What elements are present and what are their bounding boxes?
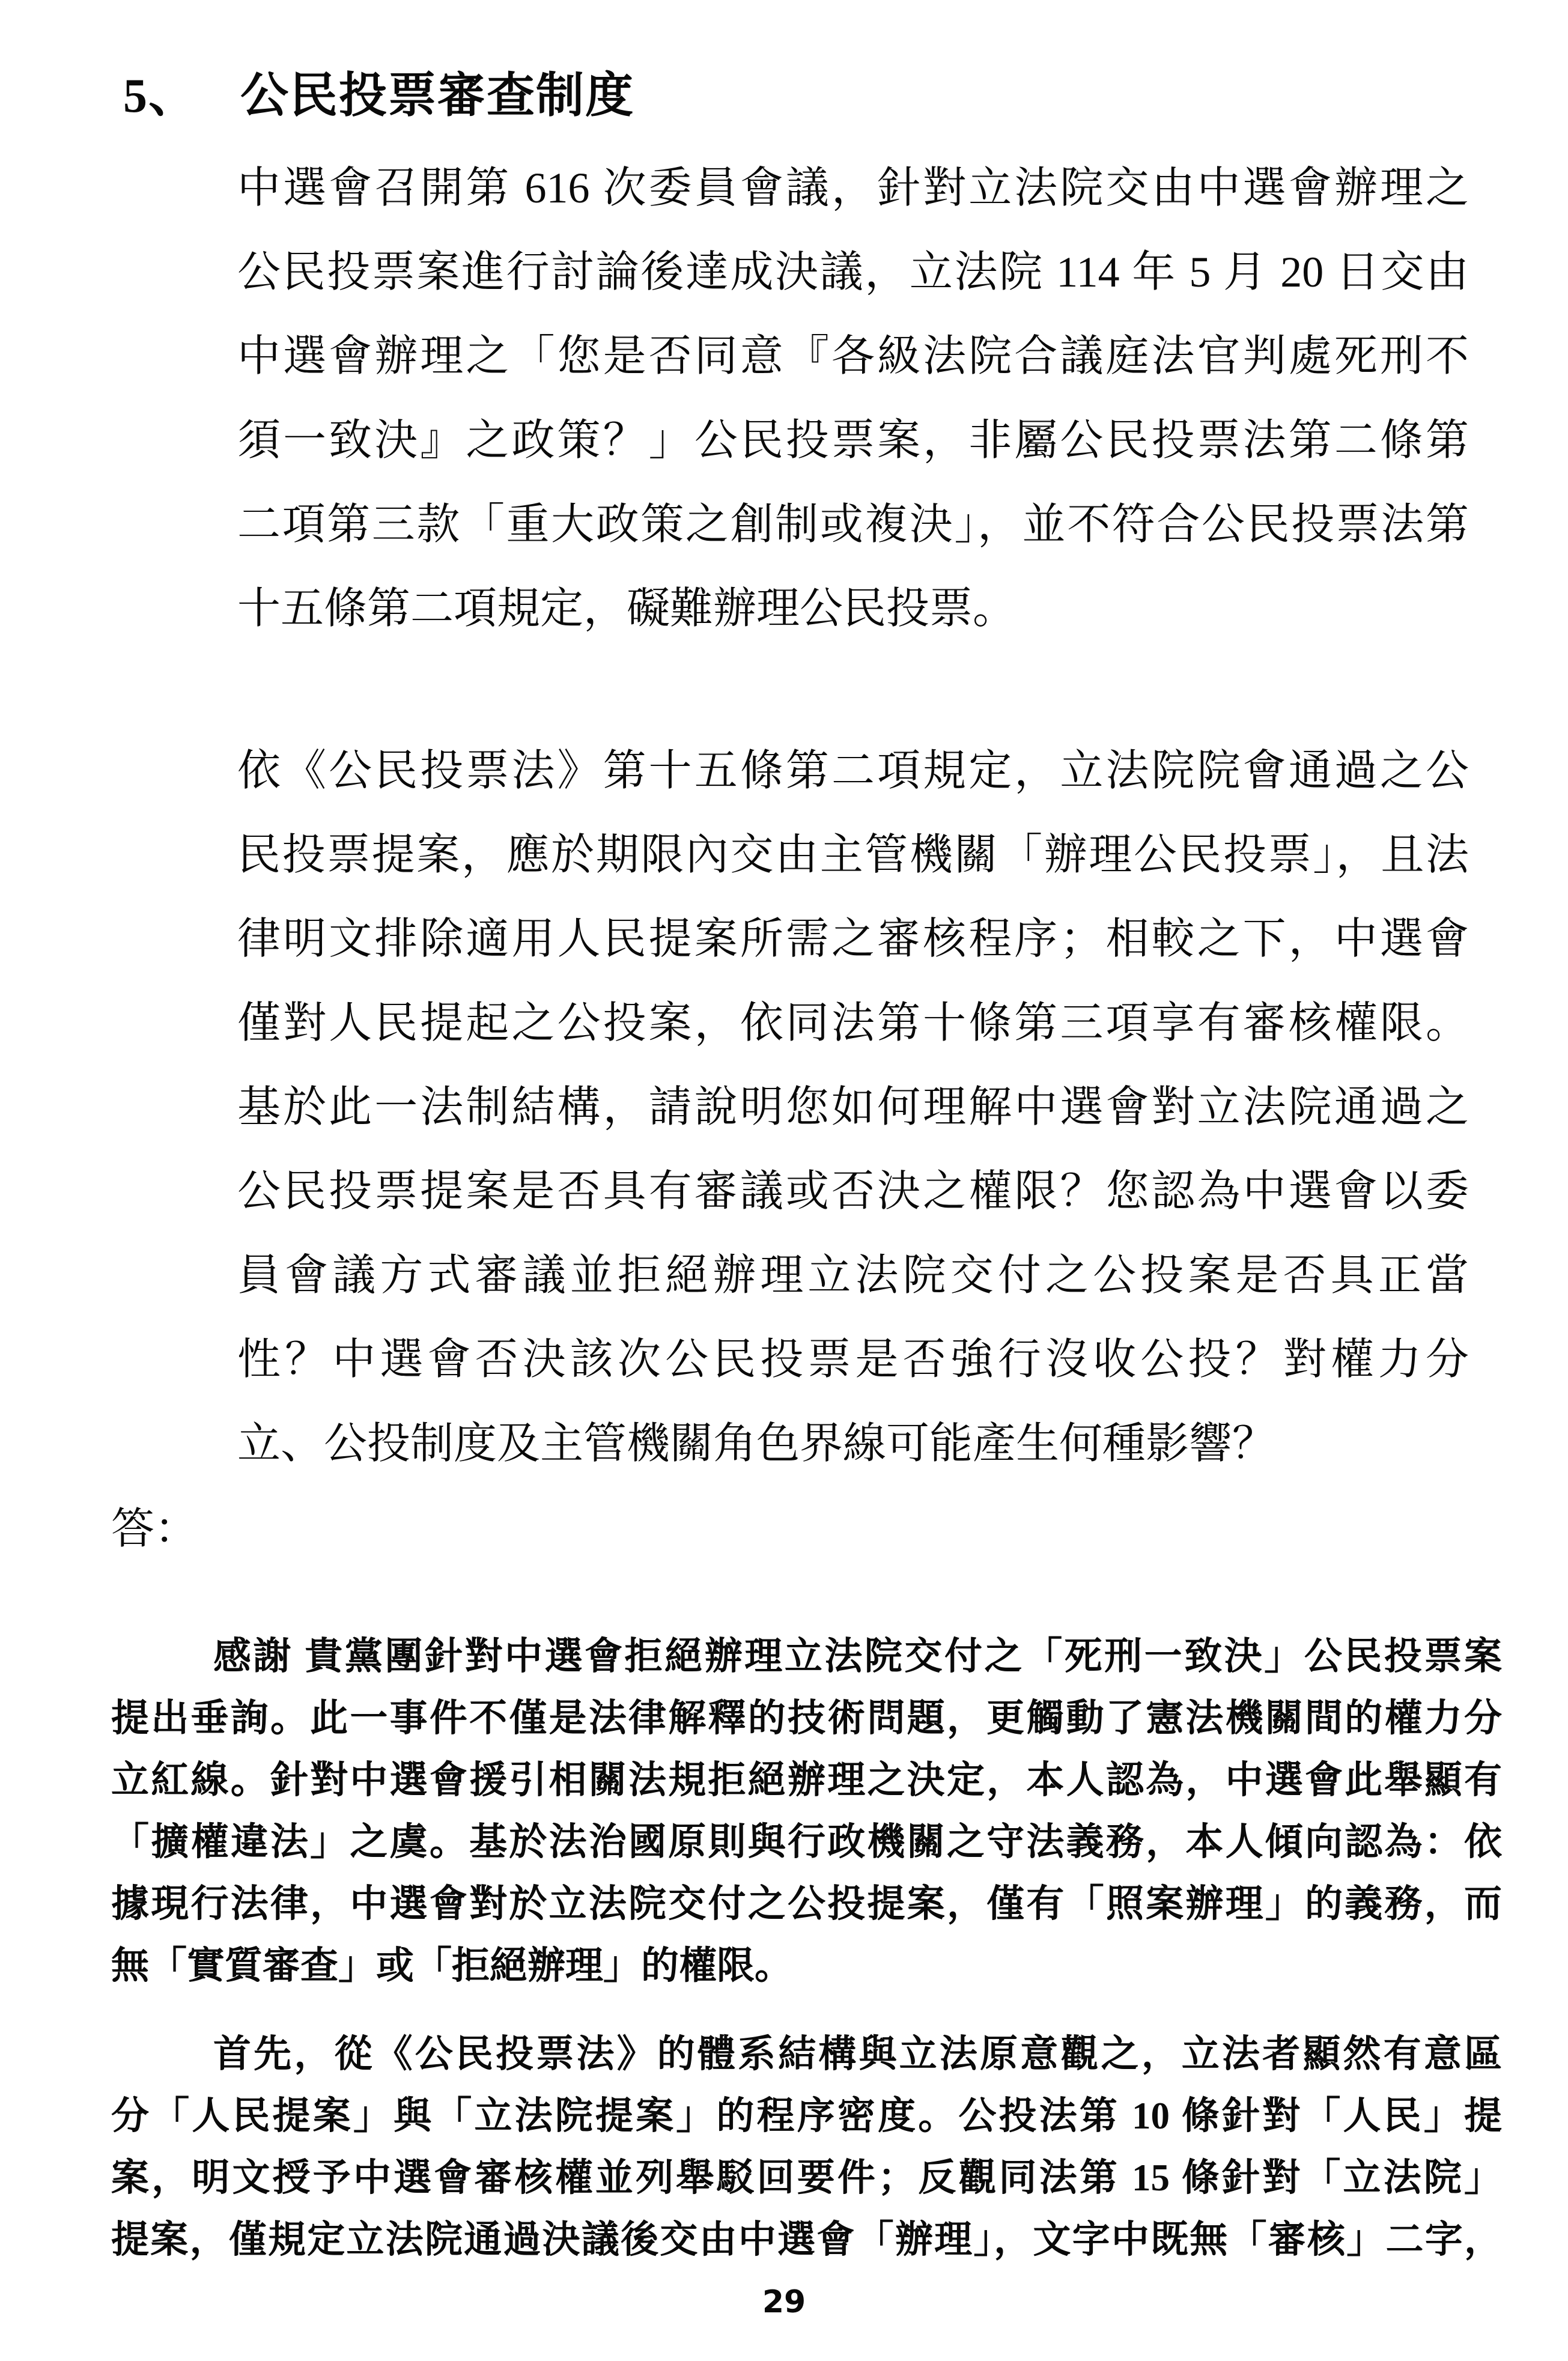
text-line: 中選會召開第 616 次委員會議，針對立法院交由中選會辦理之 bbox=[237, 164, 1469, 212]
text-line: 須一致決』之政策？」公民投票案，非屬公民投票法第二條第 bbox=[237, 416, 1469, 464]
question-paragraph-2 bbox=[237, 729, 1469, 1486]
text-line: 提出垂詢。此一事件不僅是法律解釋的技術問題，更觸動了憲法機關間的權力分 bbox=[111, 1697, 1502, 1739]
text-line: 據現行法律，中選會對於立法院交付之公投提案，僅有「照案辦理」的義務，而 bbox=[111, 1883, 1502, 1925]
text-line: 十五條第二項規定，礙難辦理公民投票。 bbox=[237, 585, 1016, 633]
text-line: 二項第三款「重大政策之創制或複決」，並不符合公民投票法第 bbox=[237, 500, 1469, 548]
page-number: 29 bbox=[762, 2284, 806, 2320]
answer-paragraph-2 bbox=[111, 2023, 1502, 2271]
text-line: 中選會辦理之「您是否同意『各級法院合議庭法官判處死刑不 bbox=[237, 332, 1469, 380]
text-line: 民投票提案，應於期限內交由主管機關「辦理公民投票」，且法 bbox=[237, 831, 1469, 879]
text-line: 首先，從《公民投票法》的體系結構與立法原意觀之，立法者顯然有意區 bbox=[213, 2033, 1502, 2075]
text-line: 公民投票提案是否具有審議或否決之權限？您認為中選會以委 bbox=[237, 1167, 1469, 1215]
text-line: 無「實質審查」或「拒絕辦理」的權限。 bbox=[111, 1945, 792, 1987]
question-paragraph-1 bbox=[237, 146, 1469, 651]
text-line: 律明文排除適用人民提案所需之審核程序；相較之下，中選會 bbox=[237, 915, 1469, 963]
text-line: 性？中選會否決該次公民投票是否強行沒收公投？對權力分 bbox=[237, 1335, 1469, 1384]
section-title: 公民投票審查制度 bbox=[240, 70, 634, 123]
text-line: 「擴權違法」之虞。基於法治國原則與行政機關之守法義務，本人傾向認為：依 bbox=[111, 1821, 1502, 1863]
text-line: 提案，僅規定立法院通過決議後交由中選會「辦理」，文字中既無「審核」二字， bbox=[111, 2219, 1502, 2261]
text-line: 公民投票案進行討論後達成決議，立法院 114 年 5 月 20 日交由 bbox=[237, 248, 1469, 296]
section-heading bbox=[123, 67, 634, 125]
text-line: 基於此一法制結構，請說明您如何理解中選會對立法院通過之 bbox=[237, 1083, 1469, 1131]
text-line: 分「人民提案」與「立法院提案」的程序密度。公投法第 10 條針對「人民」提 bbox=[111, 2095, 1502, 2137]
text-line: 員會議方式審議並拒絕辦理立法院交付之公投案是否具正當 bbox=[237, 1251, 1469, 1299]
text-line: 立紅線。針對中選會援引相關法規拒絕辦理之決定，本人認為，中選會此舉顯有 bbox=[111, 1759, 1502, 1801]
text-line: 感謝 貴黨團針對中選會拒絕辦理立法院交付之「死刑一致決」公民投票案 bbox=[213, 1635, 1502, 1677]
text-line: 立、公投制度及主管機關角色界線可能產生何種影響？ bbox=[237, 1420, 1276, 1468]
answer-paragraph-1 bbox=[111, 1626, 1502, 1997]
text-line: 僅對人民提起之公投案，依同法第十條第三項享有審核權限。 bbox=[237, 999, 1469, 1047]
answer-label: 答： bbox=[111, 1505, 198, 1553]
section-number: 5、 bbox=[123, 70, 198, 123]
text-line: 依《公民投票法》第十五條第二項規定，立法院院會通過之公 bbox=[237, 747, 1469, 795]
text-line: 案，明文授予中選會審核權並列舉駁回要件；反觀同法第 15 條針對「立法院」 bbox=[111, 2157, 1502, 2199]
